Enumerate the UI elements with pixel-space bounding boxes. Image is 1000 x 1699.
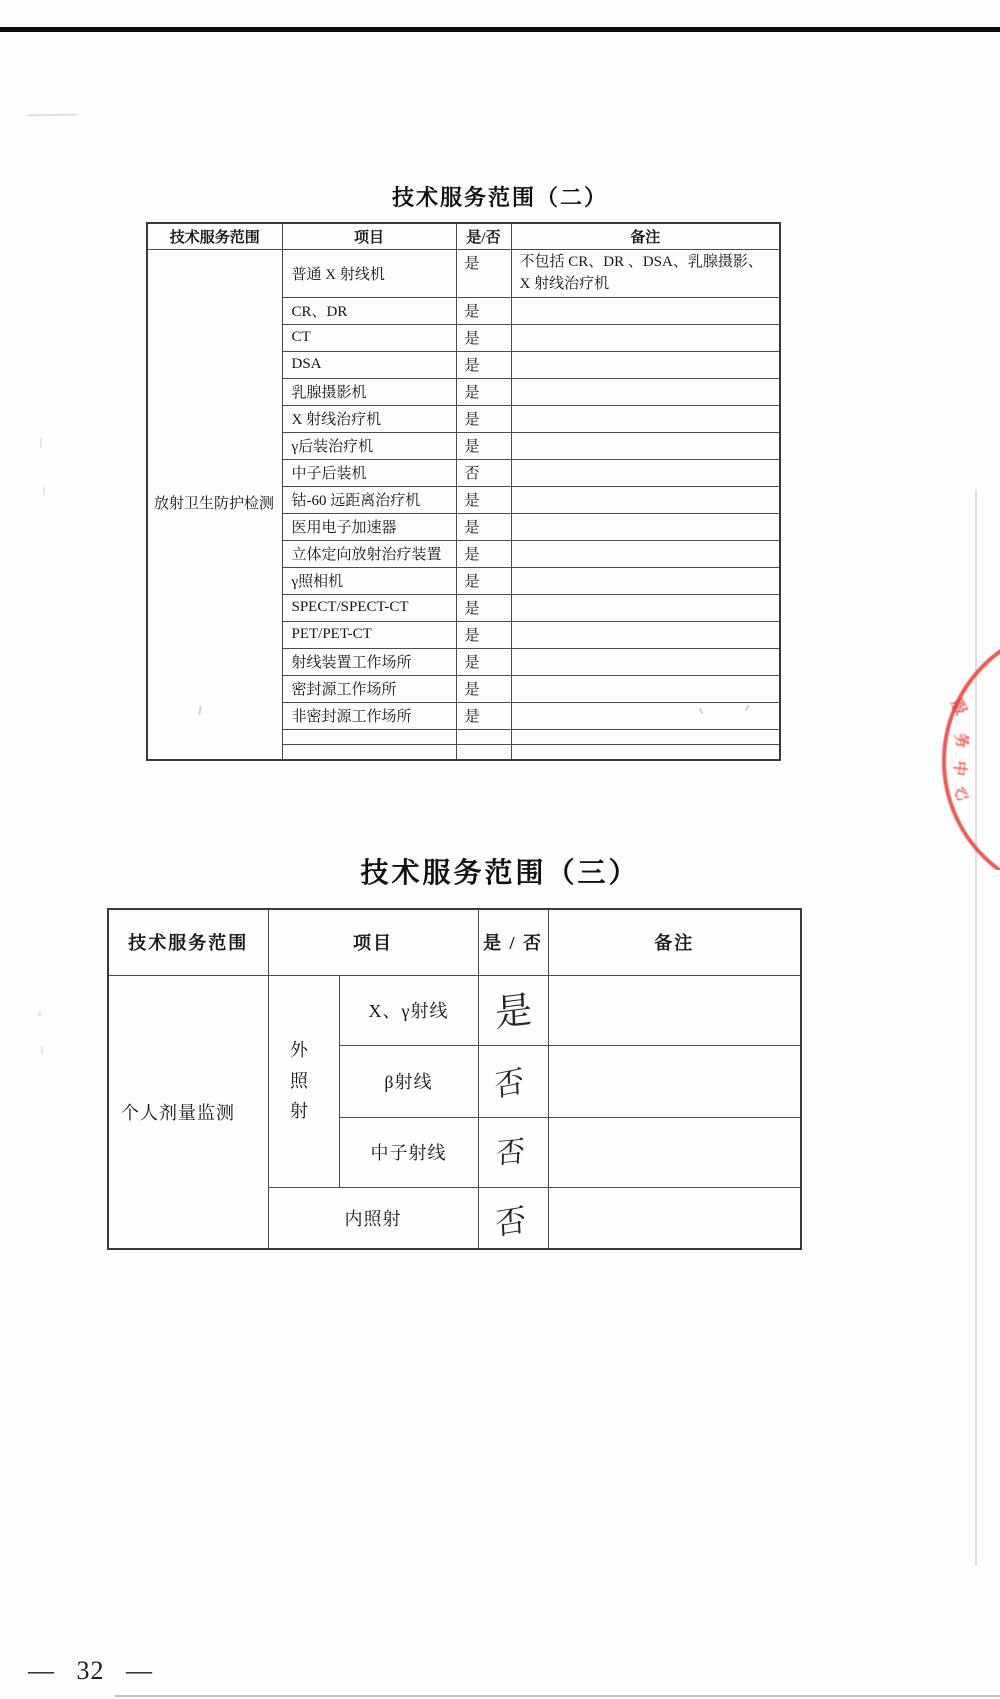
table2-header-row	[108, 909, 801, 975]
handwritten-mark: 是	[493, 989, 533, 1035]
remark-cell	[511, 513, 780, 540]
remark-cell	[548, 1045, 801, 1117]
yesno-cell: 是	[456, 675, 511, 702]
yesno-cell: 是	[456, 297, 511, 324]
item-cell	[282, 729, 456, 744]
category-cell: 放射卫生防护检测	[147, 250, 282, 761]
table2-row	[108, 975, 801, 1045]
yesno-cell	[456, 729, 511, 744]
item-cell: 密封源工作场所	[282, 675, 456, 702]
service-scope-table-3	[107, 908, 802, 1250]
col-header-scope: 技术服务范围	[108, 909, 268, 975]
item-cell: 中子射线	[339, 1117, 478, 1187]
item-cell	[282, 744, 456, 760]
remark-cell	[511, 297, 780, 324]
stamp-circle-icon	[942, 624, 1000, 870]
scan-artifact	[40, 438, 42, 448]
service-scope-table-2	[146, 222, 781, 761]
remark-cell: 不包括 CR、DR 、DSA、乳腺摄影、X 射线治疗机	[511, 250, 780, 298]
item-cell: 射线装置工作场所	[282, 648, 456, 675]
table1-title: 技术服务范围（二）	[391, 185, 608, 210]
remark-cell	[511, 486, 780, 513]
item-cell: γ后装治疗机	[282, 432, 456, 459]
stamp-character: 务	[951, 731, 972, 750]
yesno-handwritten-cell	[478, 1117, 548, 1187]
remark-cell	[511, 594, 780, 621]
item-cell: CT	[282, 324, 456, 351]
item-cell: 乳腺摄影机	[282, 378, 456, 405]
item-cell: PET/PET-CT	[282, 621, 456, 648]
table2-body	[108, 975, 801, 1249]
remark-cell	[511, 567, 780, 594]
item-cell: SPECT/SPECT-CT	[282, 594, 456, 621]
item-cell: β射线	[339, 1045, 478, 1117]
remark-cell	[511, 378, 780, 405]
scan-artifact	[38, 1012, 41, 1016]
remark-cell	[511, 324, 780, 351]
item-cell: 医用电子加速器	[282, 513, 456, 540]
yesno-handwritten-cell	[478, 1187, 548, 1249]
item-cell: 钴-60 远距离治疗机	[282, 486, 456, 513]
item-cell: γ照相机	[282, 567, 456, 594]
item-cell: 中子后装机	[282, 459, 456, 486]
yesno-cell: 是	[456, 621, 511, 648]
table1-header-row	[147, 223, 780, 250]
yesno-handwritten-cell	[478, 975, 548, 1045]
table1-row	[147, 250, 780, 298]
remark-cell	[511, 675, 780, 702]
item-cell: 普通 X 射线机	[282, 250, 456, 298]
bottom-border-line	[115, 1695, 1000, 1697]
handwritten-mark: 否	[494, 1202, 527, 1243]
col-header-yesno: 是/否	[456, 223, 511, 250]
col-header-yesno: 是 / 否	[478, 909, 548, 975]
yesno-cell: 是	[456, 250, 511, 298]
item-cell: DSA	[282, 351, 456, 378]
handwritten-mark: 否	[493, 1064, 525, 1104]
yesno-cell: 是	[456, 351, 511, 378]
yesno-cell	[456, 744, 511, 760]
top-border-line	[0, 27, 1000, 32]
category-cell: 个人剂量监测	[108, 975, 268, 1249]
yesno-cell: 是	[456, 594, 511, 621]
stamp-character: 心	[950, 783, 973, 805]
col-header-scope: 技术服务范围	[147, 223, 282, 250]
yesno-cell: 是	[456, 378, 511, 405]
yesno-cell: 是	[456, 567, 511, 594]
scan-artifact	[41, 1046, 43, 1054]
col-header-remark: 备注	[548, 909, 801, 975]
remark-cell	[511, 702, 780, 729]
yesno-cell: 是	[456, 648, 511, 675]
item-cell: 立体定向放射治疗装置	[282, 540, 456, 567]
yesno-cell: 是	[456, 540, 511, 567]
col-header-item: 项目	[282, 223, 456, 250]
yesno-cell: 是	[456, 432, 511, 459]
item-cell: 内照射	[268, 1187, 478, 1249]
stamp-character: 服	[947, 696, 970, 718]
stamp-character: 中	[950, 760, 969, 777]
item-cell: CR、DR	[282, 297, 456, 324]
yesno-handwritten-cell	[478, 1045, 548, 1117]
remark-cell	[511, 351, 780, 378]
handwritten-mark: 否	[495, 1135, 526, 1171]
red-stamp	[940, 620, 1000, 870]
remark-cell	[511, 540, 780, 567]
remark-cell	[548, 975, 801, 1045]
item-cell: X 射线治疗机	[282, 405, 456, 432]
page-number: — 32 —	[28, 1656, 153, 1685]
remark-cell	[511, 459, 780, 486]
remark-cell	[511, 621, 780, 648]
yesno-cell: 是	[456, 405, 511, 432]
yesno-cell: 否	[456, 459, 511, 486]
col-header-item: 项目	[268, 909, 478, 975]
col-header-remark: 备注	[511, 223, 780, 250]
remark-cell	[511, 729, 780, 744]
scan-artifact	[43, 487, 45, 495]
remark-cell	[548, 1187, 801, 1249]
table1-body	[147, 250, 780, 761]
item-cell: X、γ射线	[339, 975, 478, 1045]
group-cell: 外照射	[268, 975, 339, 1187]
remark-cell	[511, 432, 780, 459]
table2-title: 技术服务范围（三）	[360, 857, 640, 888]
yesno-cell: 是	[456, 702, 511, 729]
yesno-cell: 是	[456, 513, 511, 540]
yesno-cell: 是	[456, 486, 511, 513]
remark-cell	[511, 648, 780, 675]
remark-cell	[511, 744, 780, 760]
remark-cell	[548, 1117, 801, 1187]
item-cell: 非密封源工作场所	[282, 702, 456, 729]
yesno-cell: 是	[456, 324, 511, 351]
remark-cell	[511, 405, 780, 432]
scan-artifact	[27, 114, 77, 117]
